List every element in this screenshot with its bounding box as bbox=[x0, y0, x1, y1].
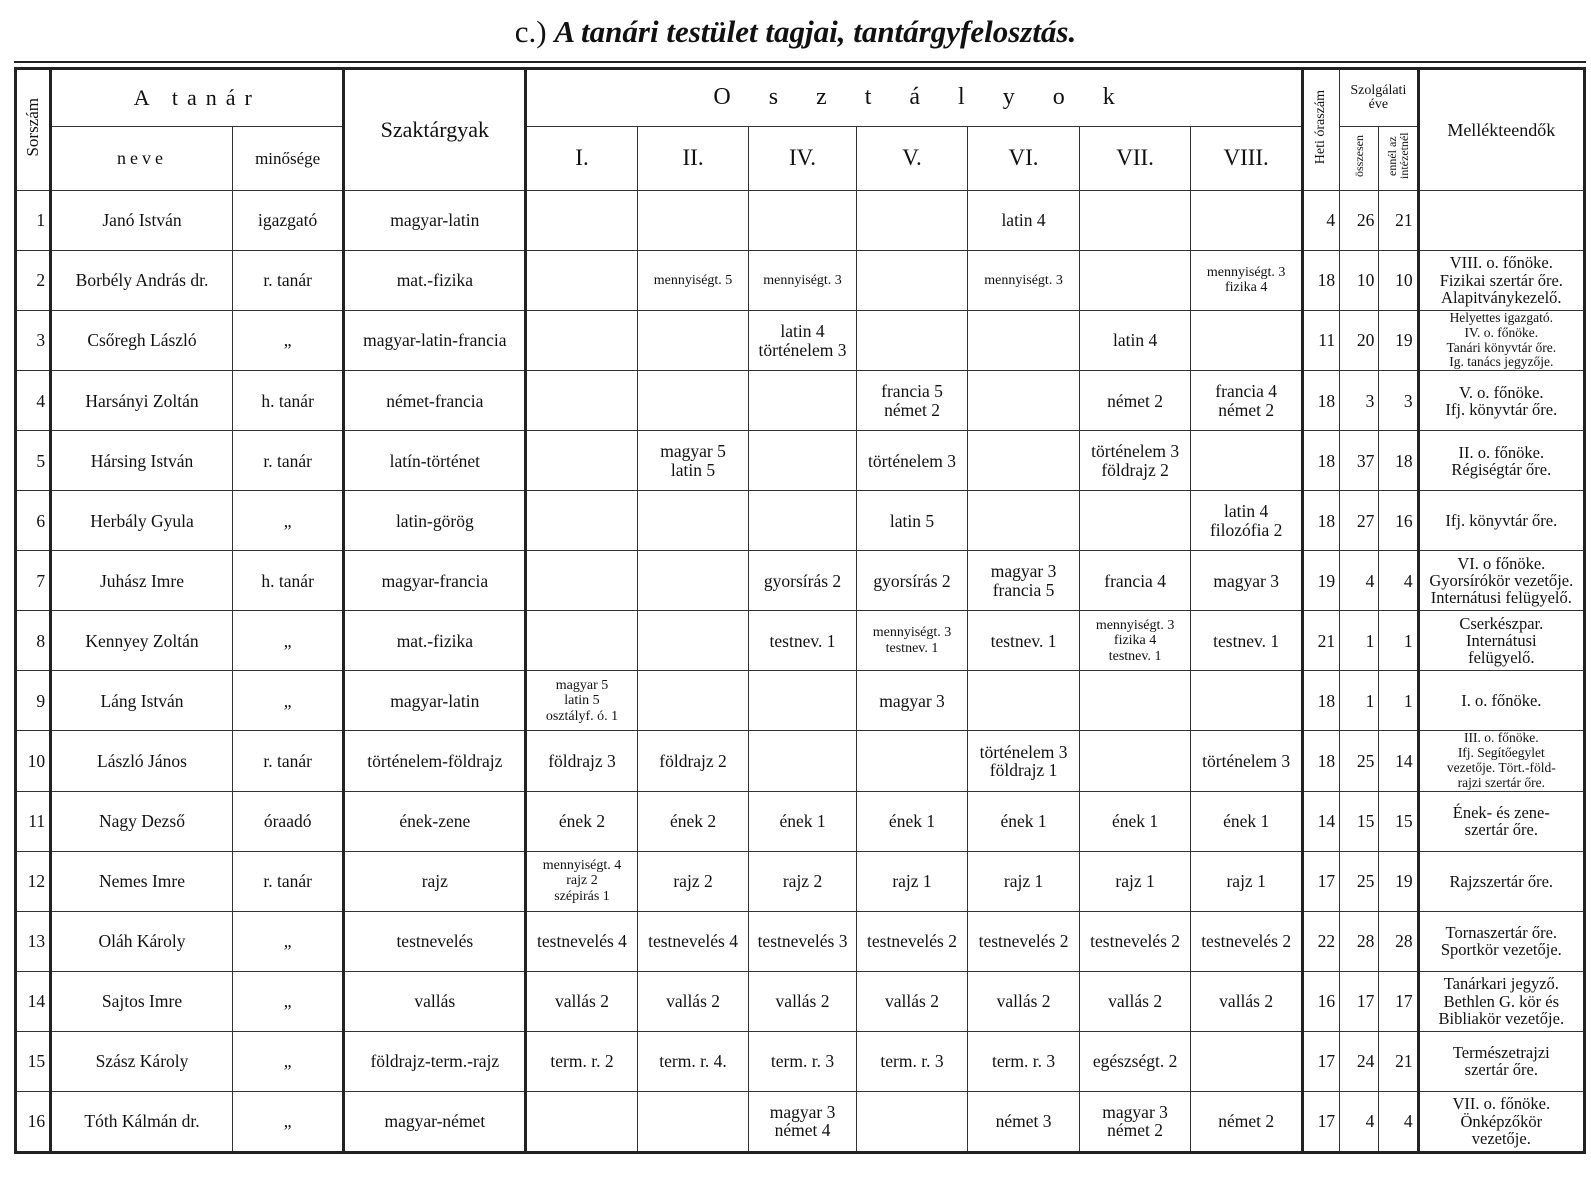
header-tanar: A tanár bbox=[51, 69, 344, 127]
table-row bbox=[16, 1091, 1585, 1152]
extra-duties: Ének- és zene- szertár őre. bbox=[1418, 791, 1584, 851]
service-years-total: 17 bbox=[1340, 971, 1379, 1031]
teacher-name: Nagy Dezső bbox=[51, 791, 233, 851]
weekly-hours: 21 bbox=[1302, 611, 1339, 671]
header-mellek: Mellékteendők bbox=[1418, 69, 1584, 191]
class-cell: latin 4 bbox=[968, 190, 1080, 250]
class-cell: francia 4 bbox=[1079, 551, 1191, 611]
class-cell: vallás 2 bbox=[968, 971, 1080, 1031]
service-years-total: 28 bbox=[1340, 911, 1379, 971]
class-cell bbox=[856, 1091, 968, 1152]
class-cell: rajz 1 bbox=[856, 851, 968, 911]
class-cell: vallás 2 bbox=[749, 971, 856, 1031]
class-cell bbox=[526, 371, 638, 431]
teacher-subjects: vallás bbox=[344, 971, 526, 1031]
table-row bbox=[16, 911, 1585, 971]
class-cell: gyorsírás 2 bbox=[749, 551, 856, 611]
class-cell bbox=[637, 371, 749, 431]
class-cell bbox=[526, 431, 638, 491]
class-cell: testnevelés 4 bbox=[637, 911, 749, 971]
header-szaktargyak: Szaktárgyak bbox=[344, 69, 526, 191]
class-cell bbox=[526, 491, 638, 551]
teacher-subjects: magyar-német bbox=[344, 1091, 526, 1152]
service-years-total: 4 bbox=[1340, 551, 1379, 611]
row-number: 2 bbox=[16, 250, 51, 310]
page-title bbox=[0, 14, 1591, 50]
teacher-name: László János bbox=[51, 731, 233, 791]
header-class-1: I. bbox=[526, 127, 638, 191]
row-number: 14 bbox=[16, 971, 51, 1031]
service-years-here: 4 bbox=[1379, 551, 1418, 611]
class-cell: testnev. 1 bbox=[968, 611, 1080, 671]
header-neve: neve bbox=[51, 127, 233, 191]
class-cell bbox=[526, 611, 638, 671]
class-cell: magyar 3 francia 5 bbox=[968, 551, 1080, 611]
class-cell bbox=[856, 190, 968, 250]
weekly-hours: 16 bbox=[1302, 971, 1339, 1031]
class-cell: latin 4 filozófia 2 bbox=[1191, 491, 1303, 551]
class-cell: történelem 3 bbox=[856, 431, 968, 491]
class-cell bbox=[968, 671, 1080, 731]
service-years-total: 27 bbox=[1340, 491, 1379, 551]
title-prefix: c.) bbox=[514, 14, 547, 49]
service-years-here: 16 bbox=[1379, 491, 1418, 551]
class-cell bbox=[1191, 671, 1303, 731]
teacher-name: Juhász Imre bbox=[51, 551, 233, 611]
teacher-name: Csőregh László bbox=[51, 310, 233, 370]
class-cell bbox=[637, 491, 749, 551]
teacher-rank: „ bbox=[232, 491, 344, 551]
class-cell: földrajz 2 bbox=[637, 731, 749, 791]
header-osztalyok: Osztályok bbox=[526, 69, 1303, 127]
class-cell: történelem 3 bbox=[1191, 731, 1303, 791]
header-class-6: VI. bbox=[968, 127, 1080, 191]
extra-duties: VI. o főnöke. Gyorsírókör vezetője. Internátusi felügyelő. bbox=[1418, 551, 1584, 611]
class-cell: testnev. 1 bbox=[749, 611, 856, 671]
weekly-hours: 18 bbox=[1302, 371, 1339, 431]
teacher-subjects: latín-történet bbox=[344, 431, 526, 491]
teacher-name: Láng István bbox=[51, 671, 233, 731]
class-cell: testnevelés 2 bbox=[968, 911, 1080, 971]
teacher-rank: h. tanár bbox=[232, 371, 344, 431]
extra-duties: Helyettes igazgató. IV. o. főnöke. Tanári könyvtár őre. Ig. tanács jegyzője. bbox=[1418, 310, 1584, 370]
weekly-hours: 14 bbox=[1302, 791, 1339, 851]
extra-duties: II. o. főnöke. Régiségtár őre. bbox=[1418, 431, 1584, 491]
class-cell bbox=[1079, 671, 1191, 731]
class-cell: mennyiségt. 3 testnev. 1 bbox=[856, 611, 968, 671]
weekly-hours: 18 bbox=[1302, 250, 1339, 310]
class-cell: ének 1 bbox=[749, 791, 856, 851]
class-cell: testnevelés 2 bbox=[856, 911, 968, 971]
extra-duties: V. o. főnöke. Ifj. könyvtár őre. bbox=[1418, 371, 1584, 431]
class-cell bbox=[749, 431, 856, 491]
class-cell: német 2 bbox=[1079, 371, 1191, 431]
service-years-total: 10 bbox=[1340, 250, 1379, 310]
row-number: 15 bbox=[16, 1031, 51, 1091]
service-years-here: 21 bbox=[1379, 190, 1418, 250]
service-years-here: 19 bbox=[1379, 851, 1418, 911]
class-cell: mennyiségt. 3 bbox=[749, 250, 856, 310]
service-years-here: 17 bbox=[1379, 971, 1418, 1031]
teacher-rank: „ bbox=[232, 671, 344, 731]
header-class-4: IV. bbox=[749, 127, 856, 191]
class-cell bbox=[1191, 190, 1303, 250]
service-years-here: 19 bbox=[1379, 310, 1418, 370]
service-years-total: 1 bbox=[1340, 671, 1379, 731]
class-cell: latin 5 bbox=[856, 491, 968, 551]
class-cell: ének 2 bbox=[637, 791, 749, 851]
table-row bbox=[16, 491, 1585, 551]
class-cell: rajz 1 bbox=[968, 851, 1080, 911]
class-cell bbox=[749, 491, 856, 551]
class-cell bbox=[1079, 190, 1191, 250]
class-cell: term. r. 2 bbox=[526, 1031, 638, 1091]
service-years-here: 21 bbox=[1379, 1031, 1418, 1091]
class-cell: ének 2 bbox=[526, 791, 638, 851]
teacher-subjects: mat.-fizika bbox=[344, 611, 526, 671]
table-row bbox=[16, 1031, 1585, 1091]
service-years-total: 25 bbox=[1340, 851, 1379, 911]
weekly-hours: 4 bbox=[1302, 190, 1339, 250]
class-cell bbox=[526, 310, 638, 370]
weekly-hours: 11 bbox=[1302, 310, 1339, 370]
class-cell: magyar 5 latin 5 bbox=[637, 431, 749, 491]
table-row bbox=[16, 671, 1585, 731]
class-cell bbox=[1191, 1031, 1303, 1091]
teacher-subjects: magyar-latin bbox=[344, 190, 526, 250]
header-minosege: minősége bbox=[232, 127, 344, 191]
extra-duties: Tanárkari jegyző. Bethlen G. kör és Bibliakör vezetője. bbox=[1418, 971, 1584, 1031]
weekly-hours: 18 bbox=[1302, 491, 1339, 551]
table-row bbox=[16, 190, 1585, 250]
table-row bbox=[16, 971, 1585, 1031]
class-cell: német 3 bbox=[968, 1091, 1080, 1152]
teacher-rank: igazgató bbox=[232, 190, 344, 250]
row-number: 5 bbox=[16, 431, 51, 491]
row-number: 11 bbox=[16, 791, 51, 851]
class-cell bbox=[526, 190, 638, 250]
class-cell: mennyiségt. 3 fizika 4 bbox=[1191, 250, 1303, 310]
class-cell bbox=[968, 310, 1080, 370]
teacher-subjects: történelem-földrajz bbox=[344, 731, 526, 791]
extra-duties: I. o. főnöke. bbox=[1418, 671, 1584, 731]
service-years-total: 4 bbox=[1340, 1091, 1379, 1152]
class-cell: testnev. 1 bbox=[1191, 611, 1303, 671]
class-cell: term. r. 3 bbox=[749, 1031, 856, 1091]
class-cell: földrajz 3 bbox=[526, 731, 638, 791]
class-cell: rajz 1 bbox=[1191, 851, 1303, 911]
teacher-rank: r. tanár bbox=[232, 731, 344, 791]
teacher-subjects: magyar-latin-francia bbox=[344, 310, 526, 370]
row-number: 7 bbox=[16, 551, 51, 611]
class-cell: vallás 2 bbox=[1191, 971, 1303, 1031]
teacher-subjects: rajz bbox=[344, 851, 526, 911]
row-number: 1 bbox=[16, 190, 51, 250]
class-cell: történelem 3 földrajz 1 bbox=[968, 731, 1080, 791]
class-cell: vallás 2 bbox=[526, 971, 638, 1031]
class-cell: egészségt. 2 bbox=[1079, 1031, 1191, 1091]
class-cell: ének 1 bbox=[968, 791, 1080, 851]
teacher-name: Sajtos Imre bbox=[51, 971, 233, 1031]
class-cell bbox=[856, 310, 968, 370]
teacher-name: Hársing István bbox=[51, 431, 233, 491]
row-number: 9 bbox=[16, 671, 51, 731]
title-rule bbox=[14, 61, 1586, 63]
table-row bbox=[16, 310, 1585, 370]
class-cell: vallás 2 bbox=[1079, 971, 1191, 1031]
extra-duties: III. o. főnöke. Ifj. Segítőegylet vezetője. Tört.-föld- rajzi szertár őre. bbox=[1418, 731, 1584, 791]
teacher-rank: r. tanár bbox=[232, 431, 344, 491]
teacher-rank: „ bbox=[232, 1091, 344, 1152]
header-heti: Heti óraszám bbox=[1302, 69, 1339, 191]
teacher-subjects: magyar-francia bbox=[344, 551, 526, 611]
staff-table bbox=[14, 67, 1586, 1154]
header-class-7: VII. bbox=[1079, 127, 1191, 191]
class-cell bbox=[1079, 250, 1191, 310]
service-years-here: 15 bbox=[1379, 791, 1418, 851]
row-number: 10 bbox=[16, 731, 51, 791]
teacher-rank: h. tanár bbox=[232, 551, 344, 611]
service-years-total: 3 bbox=[1340, 371, 1379, 431]
class-cell: ének 1 bbox=[1191, 791, 1303, 851]
staff-rows bbox=[16, 190, 1585, 1152]
service-years-total: 20 bbox=[1340, 310, 1379, 370]
weekly-hours: 18 bbox=[1302, 671, 1339, 731]
row-number: 4 bbox=[16, 371, 51, 431]
teacher-rank: óraadó bbox=[232, 791, 344, 851]
class-cell: term. r. 4. bbox=[637, 1031, 749, 1091]
extra-duties: Rajzszertár őre. bbox=[1418, 851, 1584, 911]
teacher-name: Janó István bbox=[51, 190, 233, 250]
service-years-here: 28 bbox=[1379, 911, 1418, 971]
teacher-subjects: magyar-latin bbox=[344, 671, 526, 731]
teacher-subjects: ének-zene bbox=[344, 791, 526, 851]
class-cell bbox=[637, 671, 749, 731]
teacher-rank: „ bbox=[232, 310, 344, 370]
class-cell bbox=[526, 1091, 638, 1152]
teacher-subjects: latin-görög bbox=[344, 491, 526, 551]
weekly-hours: 17 bbox=[1302, 1031, 1339, 1091]
title-main: A tanári testület tagjai, tantárgyfelosztás. bbox=[554, 14, 1077, 49]
class-cell: magyar 3 német 2 bbox=[1079, 1091, 1191, 1152]
class-cell bbox=[1079, 491, 1191, 551]
teacher-subjects: földrajz-term.-rajz bbox=[344, 1031, 526, 1091]
class-cell: mennyiségt. 5 bbox=[637, 250, 749, 310]
class-cell bbox=[637, 310, 749, 370]
table-row bbox=[16, 431, 1585, 491]
header-szolgalati: Szolgálati éve bbox=[1340, 69, 1419, 127]
class-cell bbox=[968, 371, 1080, 431]
service-years-here: 18 bbox=[1379, 431, 1418, 491]
service-years-here: 1 bbox=[1379, 611, 1418, 671]
extra-duties: Ifj. könyvtár őre. bbox=[1418, 491, 1584, 551]
class-cell: vallás 2 bbox=[637, 971, 749, 1031]
row-number: 13 bbox=[16, 911, 51, 971]
teacher-name: Borbély András dr. bbox=[51, 250, 233, 310]
extra-duties: Természetrajzi szertár őre. bbox=[1418, 1031, 1584, 1091]
table-row bbox=[16, 611, 1585, 671]
extra-duties: Cserkészpar. Internátusi felügyelő. bbox=[1418, 611, 1584, 671]
class-cell: term. r. 3 bbox=[968, 1031, 1080, 1091]
class-cell: latin 4 történelem 3 bbox=[749, 310, 856, 370]
class-cell bbox=[968, 431, 1080, 491]
class-cell: német 2 bbox=[1191, 1091, 1303, 1152]
service-years-total: 37 bbox=[1340, 431, 1379, 491]
class-cell: történelem 3 földrajz 2 bbox=[1079, 431, 1191, 491]
header-class-2: II. bbox=[637, 127, 749, 191]
teacher-name: Oláh Károly bbox=[51, 911, 233, 971]
class-cell: francia 4 német 2 bbox=[1191, 371, 1303, 431]
teacher-rank: „ bbox=[232, 1031, 344, 1091]
class-cell bbox=[856, 250, 968, 310]
row-number: 3 bbox=[16, 310, 51, 370]
class-cell bbox=[856, 731, 968, 791]
header-sorszam: Sorszám bbox=[16, 69, 51, 191]
teacher-subjects: testnevelés bbox=[344, 911, 526, 971]
class-cell: term. r. 3 bbox=[856, 1031, 968, 1091]
weekly-hours: 17 bbox=[1302, 851, 1339, 911]
extra-duties bbox=[1418, 190, 1584, 250]
class-cell bbox=[968, 491, 1080, 551]
teacher-name: Szász Károly bbox=[51, 1031, 233, 1091]
weekly-hours: 18 bbox=[1302, 431, 1339, 491]
class-cell bbox=[1191, 431, 1303, 491]
class-cell: magyar 3 német 4 bbox=[749, 1091, 856, 1152]
header-ennel: ennél az intézetnél bbox=[1379, 127, 1418, 191]
service-years-total: 1 bbox=[1340, 611, 1379, 671]
class-cell: latin 4 bbox=[1079, 310, 1191, 370]
teacher-name: Tóth Kálmán dr. bbox=[51, 1091, 233, 1152]
header-class-5: V. bbox=[856, 127, 968, 191]
teacher-rank: „ bbox=[232, 911, 344, 971]
row-number: 16 bbox=[16, 1091, 51, 1152]
class-cell bbox=[637, 1091, 749, 1152]
teacher-subjects: mat.-fizika bbox=[344, 250, 526, 310]
service-years-total: 25 bbox=[1340, 731, 1379, 791]
table-row bbox=[16, 371, 1585, 431]
class-cell: francia 5 német 2 bbox=[856, 371, 968, 431]
class-cell bbox=[637, 611, 749, 671]
service-years-here: 10 bbox=[1379, 250, 1418, 310]
class-cell bbox=[749, 671, 856, 731]
row-number: 6 bbox=[16, 491, 51, 551]
class-cell bbox=[749, 371, 856, 431]
weekly-hours: 22 bbox=[1302, 911, 1339, 971]
teacher-rank: „ bbox=[232, 611, 344, 671]
class-cell bbox=[1191, 310, 1303, 370]
class-cell: gyorsírás 2 bbox=[856, 551, 968, 611]
teacher-rank: r. tanár bbox=[232, 250, 344, 310]
teacher-rank: r. tanár bbox=[232, 851, 344, 911]
class-cell bbox=[637, 190, 749, 250]
class-cell bbox=[1079, 731, 1191, 791]
table-row bbox=[16, 731, 1585, 791]
extra-duties: VIII. o. főnöke. Fizikai szertár őre. Alapitványkezelő. bbox=[1418, 250, 1584, 310]
teacher-name: Harsányi Zoltán bbox=[51, 371, 233, 431]
row-number: 12 bbox=[16, 851, 51, 911]
class-cell bbox=[749, 190, 856, 250]
service-years-total: 15 bbox=[1340, 791, 1379, 851]
service-years-total: 26 bbox=[1340, 190, 1379, 250]
class-cell: mennyiségt. 3 fizika 4 testnev. 1 bbox=[1079, 611, 1191, 671]
class-cell: rajz 2 bbox=[749, 851, 856, 911]
class-cell bbox=[526, 250, 638, 310]
class-cell: testnevelés 3 bbox=[749, 911, 856, 971]
class-cell: rajz 2 bbox=[637, 851, 749, 911]
teacher-name: Nemes Imre bbox=[51, 851, 233, 911]
class-cell: mennyiségt. 3 bbox=[968, 250, 1080, 310]
class-cell: testnevelés 4 bbox=[526, 911, 638, 971]
class-cell bbox=[749, 731, 856, 791]
header-class-8: VIII. bbox=[1191, 127, 1303, 191]
row-number: 8 bbox=[16, 611, 51, 671]
class-cell: magyar 5 latin 5 osztályf. ó. 1 bbox=[526, 671, 638, 731]
weekly-hours: 19 bbox=[1302, 551, 1339, 611]
class-cell: ének 1 bbox=[1079, 791, 1191, 851]
teacher-subjects: német-francia bbox=[344, 371, 526, 431]
table-row bbox=[16, 551, 1585, 611]
table-row bbox=[16, 791, 1585, 851]
service-years-here: 14 bbox=[1379, 731, 1418, 791]
teacher-name: Herbály Gyula bbox=[51, 491, 233, 551]
extra-duties: VII. o. főnöke. Önképzőkör vezetője. bbox=[1418, 1091, 1584, 1152]
class-cell bbox=[526, 551, 638, 611]
class-cell: testnevelés 2 bbox=[1079, 911, 1191, 971]
table-row bbox=[16, 851, 1585, 911]
service-years-total: 24 bbox=[1340, 1031, 1379, 1091]
class-cell: vallás 2 bbox=[856, 971, 968, 1031]
service-years-here: 3 bbox=[1379, 371, 1418, 431]
class-cell: rajz 1 bbox=[1079, 851, 1191, 911]
class-cell: mennyiségt. 4 rajz 2 szépirás 1 bbox=[526, 851, 638, 911]
weekly-hours: 17 bbox=[1302, 1091, 1339, 1152]
extra-duties: Tornaszertár őre. Sportkör vezetője. bbox=[1418, 911, 1584, 971]
header-osszesen: összesen bbox=[1340, 127, 1379, 191]
class-cell: testnevelés 2 bbox=[1191, 911, 1303, 971]
weekly-hours: 18 bbox=[1302, 731, 1339, 791]
class-cell: magyar 3 bbox=[856, 671, 968, 731]
teacher-name: Kennyey Zoltán bbox=[51, 611, 233, 671]
class-cell bbox=[637, 551, 749, 611]
service-years-here: 1 bbox=[1379, 671, 1418, 731]
table-row bbox=[16, 250, 1585, 310]
class-cell: ének 1 bbox=[856, 791, 968, 851]
class-cell: magyar 3 bbox=[1191, 551, 1303, 611]
service-years-here: 4 bbox=[1379, 1091, 1418, 1152]
teacher-rank: „ bbox=[232, 971, 344, 1031]
